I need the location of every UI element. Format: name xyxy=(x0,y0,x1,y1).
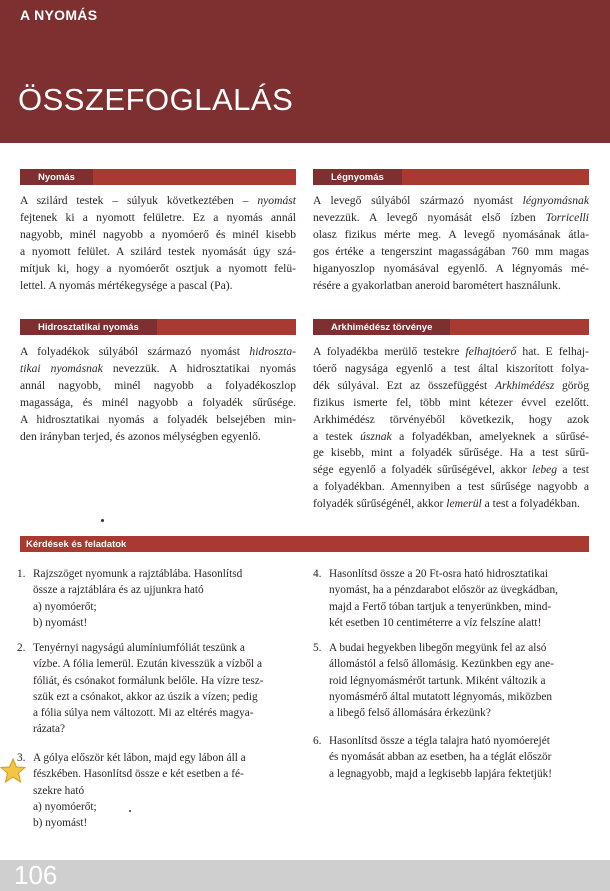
section-text-hidro xyxy=(20,344,296,445)
section-heading: Hidrosztatikai nyomás xyxy=(38,321,139,333)
text-span: tóerő nagysága egyenlő a test által kiszorított folya- xyxy=(313,361,589,375)
question-line: roid légnyomásmérőt tartunk. Miként változik a xyxy=(329,674,546,687)
text-line xyxy=(313,261,589,278)
italic-term: hidroszta- xyxy=(249,345,296,358)
text-line xyxy=(20,244,296,261)
question-line: Hasonlítsd össze a tégla talajra ható nyomóerejét xyxy=(329,735,550,747)
italic-term: nyomást xyxy=(257,194,296,207)
section-text-nyomas xyxy=(20,193,296,294)
question-line: Hasonlítsd össze a 20 Ft-osra ható hidrosztatikai xyxy=(329,568,548,580)
text-line xyxy=(313,412,589,429)
text-span: olasz fizikus mérte meg. A levegő nyomásának átla- xyxy=(313,227,589,241)
text-span: A levegő súlyából származó nyomást xyxy=(313,194,523,207)
question-line: nyomásmérő által mutatott légnyomás, miközben xyxy=(329,690,553,703)
question-line: a fólia súlya nem változott. Mi az eltérés magya- xyxy=(33,707,254,720)
text-span: ge kisebb, mint a folyadék sűrűsége. Ha a test sűrű- xyxy=(313,446,589,460)
text-line xyxy=(313,210,589,227)
question-line: állomástól a felső állomásig. Kezünkben egy ane- xyxy=(329,658,554,671)
text-span: lettel. A nyomás mértékegysége a pascal (Pa). xyxy=(20,278,233,292)
text-line xyxy=(313,378,589,395)
stray-dot xyxy=(101,519,104,522)
text-span: A folyadékba merülő testekre xyxy=(313,345,466,358)
text-span: a testek xyxy=(313,429,361,443)
italic-term: légnyomásnak xyxy=(522,194,589,207)
text-line xyxy=(20,210,296,227)
question-line: rázata? xyxy=(33,723,65,736)
page-title: ÖSSZEFOGLALÁS xyxy=(18,82,294,117)
text-line xyxy=(20,395,296,412)
section-text-legnyomas xyxy=(313,193,589,294)
text-line xyxy=(20,344,296,361)
text-span: mítjuk ki, hogy a nyomóerőt osztjuk a nyomott felü- xyxy=(20,261,296,275)
question-number: 1. xyxy=(17,568,26,580)
question-number: 3. xyxy=(17,752,26,764)
text-line xyxy=(313,445,589,462)
text-line xyxy=(313,462,589,479)
question-line: a libegő felső állomására érkezünk? xyxy=(329,707,491,720)
section-bar-questions xyxy=(20,536,589,552)
question-line: A budai hegyekben libegőn megyünk fel az alsó xyxy=(329,642,547,654)
question-number: 5. xyxy=(313,642,322,654)
question-line: b) nyomást! xyxy=(33,817,88,830)
text-span: a test xyxy=(557,463,589,477)
text-line xyxy=(313,429,589,446)
italic-term: Torricelli xyxy=(545,210,589,224)
section-bar-hidro xyxy=(20,319,296,335)
section-bar-arkhimedesz xyxy=(313,319,589,335)
text-span: görög xyxy=(554,378,590,392)
question-line: össze a rajztáblára és az ujjunkra ható xyxy=(33,584,204,597)
text-span: sége egyenlő a folyadék sűrűségével, akkor xyxy=(313,463,532,477)
italic-term: lebeg xyxy=(531,463,558,477)
question-line: szük ezt a csónakot, akkor az úszik a vízen; pedig xyxy=(33,690,258,703)
question-line: a) nyomóerőt; xyxy=(33,600,97,613)
text-span: A szilárd testek – súlyuk következtében – xyxy=(20,194,258,207)
chapter-title: A NYOMÁS xyxy=(20,7,98,23)
italic-term: tikai nyomásnak xyxy=(20,361,103,375)
text-line xyxy=(313,244,589,261)
question-line: két esetben 10 centiméterre a víz felszíne alatt! xyxy=(329,616,542,629)
text-line xyxy=(313,361,589,378)
italic-term: Arkhimédész xyxy=(494,378,555,392)
text-span: annál nagyobb, minél nagyobb a folyadékoszlop xyxy=(20,378,296,392)
question-line: Rajzszöget nyomunk a rajztáblába. Hasonlítsd xyxy=(33,568,243,580)
question-line: fóliát, és csónakot formálunk belőle. Ha vízre tesz- xyxy=(33,674,264,687)
text-line xyxy=(313,479,589,496)
text-span: magassága, és minél nagyobb a folyadék sűrűsége. xyxy=(20,395,296,409)
text-line xyxy=(313,278,589,295)
question-line: a legnagyobb, majd a legkisebb lapjára fektetjük! xyxy=(329,767,553,780)
text-span: folyadék sűrűségénél, akkor xyxy=(313,497,447,511)
text-line xyxy=(20,378,296,395)
text-span: gos értéke a tengerszint magasságában 760 mm magas xyxy=(313,244,589,258)
text-line xyxy=(20,278,296,295)
text-span: nevezzük. A hidrosztatikai nyomás xyxy=(102,361,296,375)
text-span: den irányban terjed, és azonos mélységben egyenlő. xyxy=(20,429,261,443)
section-heading: Arkhimédész törvénye xyxy=(331,321,433,333)
section-text-arkhimedesz xyxy=(313,344,589,513)
text-span: nevezzük. A levegő nyomását első ízben xyxy=(313,210,546,224)
section-heading: Légnyomás xyxy=(331,171,384,183)
text-line xyxy=(313,193,589,210)
text-span: A folyadékok súlyából származó nyomást xyxy=(20,345,250,358)
star-icon xyxy=(0,757,26,785)
question-line: és nyomását abban az esetben, ha a téglát először xyxy=(329,751,552,764)
question-number: 6. xyxy=(313,735,322,747)
question-line: a) nyomóerőt; xyxy=(33,800,97,813)
question-6 xyxy=(313,733,589,782)
question-line: nyomást, ha a pénzdarabot először az üvegkádban, xyxy=(329,584,558,597)
text-line xyxy=(313,496,589,513)
text-span: fizikus ismerte fel, több mint kétezer évvel ezelőtt. xyxy=(313,395,589,409)
text-line xyxy=(20,412,296,429)
question-line: szekre ható xyxy=(33,784,85,797)
text-span: dék súlyával. Ezt az összefüggést xyxy=(313,378,495,392)
text-line xyxy=(20,361,296,378)
question-1 xyxy=(17,566,295,631)
section-bar-nyomas xyxy=(20,169,296,185)
question-line: fészkében. Hasonlítsd össze e két esetben a fé- xyxy=(33,768,244,781)
page-number: 106 xyxy=(14,860,58,890)
text-span: a test a folyadékban. xyxy=(481,497,580,511)
text-span: a folyadékban. Amennyiben a test sűrűsége nagyobb a xyxy=(313,480,589,494)
text-span: A hidrosztatikai nyomás a folyadék belsejében min- xyxy=(20,412,296,426)
question-line: A gólya először két lábon, majd egy lábon áll a xyxy=(33,752,246,764)
question-line: majd a Fertő tóban tartjuk a tenyerünkben, mind- xyxy=(329,600,552,613)
question-3 xyxy=(17,750,295,831)
text-line xyxy=(313,344,589,361)
text-span: fejtenek ki a nyomott felületre. Ez a nyomás annál xyxy=(20,210,296,224)
section-heading: Nyomás xyxy=(38,171,75,183)
page-footer xyxy=(0,860,610,891)
question-line: vízbe. A fólia lemerül. Ezután kivesszük a vízből a xyxy=(33,658,263,671)
text-span: higanyoszlop nyomásával egyenlő. A légnyomás mé- xyxy=(313,261,589,275)
text-line xyxy=(20,429,296,446)
chapter-header xyxy=(0,0,610,143)
text-line xyxy=(20,227,296,244)
text-line xyxy=(20,261,296,278)
text-span: résére a gyakorlatban aneroid barométert használunk. xyxy=(313,278,561,292)
stray-dot xyxy=(129,810,131,812)
text-span: hat. E felhaj- xyxy=(516,345,589,358)
text-span: nagyobb, minél nagyobb a nyomóerő és minél kisebb xyxy=(20,227,296,241)
section-bar-legnyomas xyxy=(313,169,589,185)
italic-term: lemerül xyxy=(446,497,482,511)
text-span: a folyadékban, amelyeknek a sűrűsé- xyxy=(391,429,589,443)
question-line: b) nyomást! xyxy=(33,616,88,629)
text-span: a nyomott felület. A szilárd testek nyomását úgy szá- xyxy=(20,244,296,258)
question-5 xyxy=(313,640,589,721)
question-number: 2. xyxy=(17,642,26,654)
italic-term: felhajtóerő xyxy=(465,345,517,358)
text-span: Arkhimédész törvényéből következik, hogy azok xyxy=(313,412,589,426)
section-heading: Kérdések és feladatok xyxy=(26,538,127,550)
question-2 xyxy=(17,640,295,738)
question-line: Tenyérnyi nagyságú alumíniumfóliát teszünk a xyxy=(33,642,245,654)
text-line xyxy=(313,395,589,412)
italic-term: úsznak xyxy=(360,429,392,443)
question-number: 4. xyxy=(313,568,322,580)
question-4 xyxy=(313,566,589,631)
text-line xyxy=(313,227,589,244)
text-line xyxy=(20,193,296,210)
